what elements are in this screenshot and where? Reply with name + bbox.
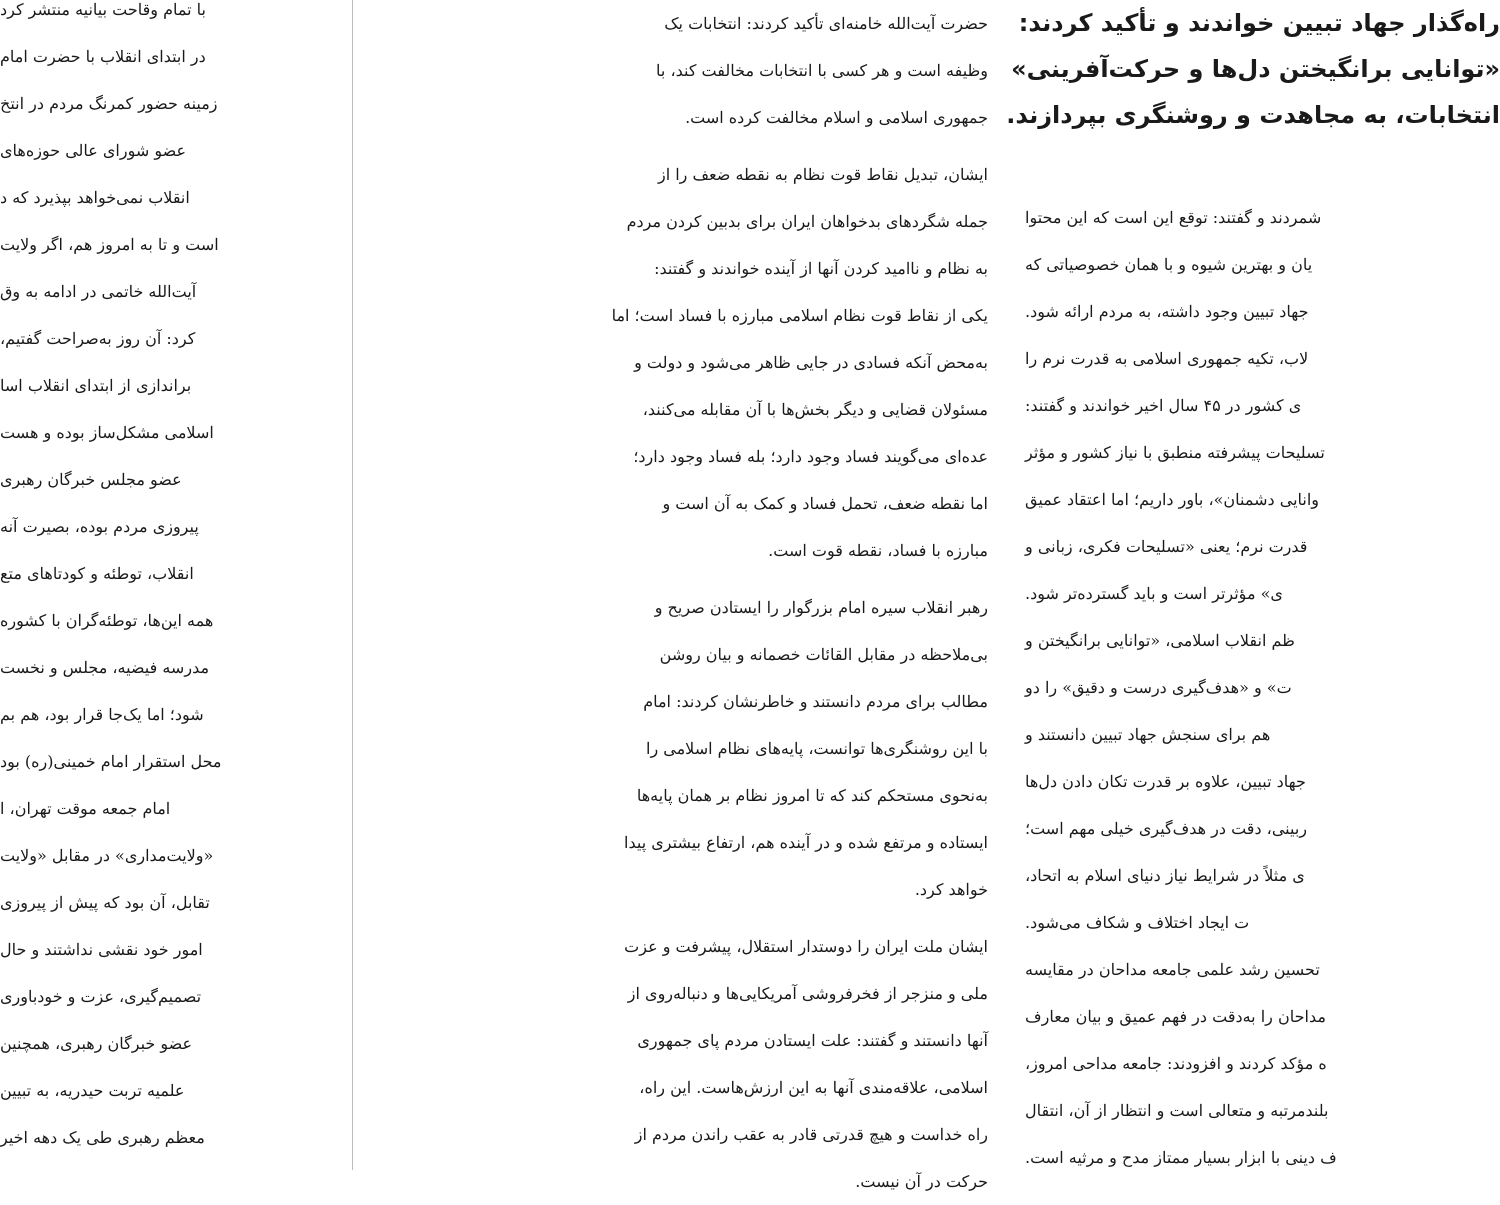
paragraph-line: ایشان، تبدیل نقاط قوت نظام به نقطه ضعف را از bbox=[657, 165, 988, 184]
left-column-line: امور خود نقشی نداشتند و حال bbox=[0, 940, 203, 959]
paragraph-line: خواهد کرد. bbox=[914, 880, 988, 899]
paragraph-line: حضرت آیت‌الله خامنه‌ای تأکید کردند: انتخابات یک bbox=[664, 14, 988, 33]
paragraph-line: حرکت در آن نیست. bbox=[855, 1172, 988, 1191]
right-column-line: ی کشور در ۴۵ سال اخیر خواندند و گفتند: bbox=[1025, 396, 1302, 415]
paragraph-line: به‌نحوی مستحکم کند که تا امروز نظام بر همان پایه‌ها bbox=[636, 786, 988, 805]
right-column-heading bbox=[1006, 0, 1500, 138]
right-column-line: هم برای سنجش جهاد تبیین دانستند و bbox=[1025, 725, 1271, 744]
right-column-line: ی» مؤثرتر است و باید گسترده‌تر شود. bbox=[1025, 584, 1283, 603]
right-column-line: یان و بهترین شیوه و با همان خصوصیاتی که bbox=[1025, 255, 1313, 274]
left-column-line: همه این‌ها، توطئه‌گران با کشوره bbox=[0, 611, 214, 630]
paragraph-line: با این روشنگری‌ها توانست، پایه‌های نظام اسلامی را bbox=[646, 739, 988, 758]
paragraph-line: آنها دانستند و گفتند: علت ایستادن مردم پای جمهوری bbox=[637, 1031, 988, 1050]
paragraph-line: ایستاده و مرتفع شده و در آینده هم، ارتفاع بیشتری پیدا bbox=[624, 833, 988, 852]
left-column-line: شود؛ اما یک‌جا قرار بود، هم بم bbox=[0, 705, 204, 724]
paragraph-line: وظیفه است و هر کسی با انتخابات مخالفت کند، با bbox=[656, 61, 988, 80]
left-column-line: تصمیم‌گیری، عزت و خودباوری bbox=[0, 987, 202, 1006]
paragraph-line: به نظام و ناامید کردن آنها از آینده خواندند و گفتند: bbox=[654, 259, 988, 278]
left-column-line: انقلاب نمی‌خواهد بپذیرد که د bbox=[0, 188, 190, 207]
paragraph-line: مسئولان قضایی و دیگر بخش‌ها با آن مقابله می‌کنند، bbox=[642, 400, 988, 419]
right-column-line: ه مؤکد کردند و افزودند: جامعه مداحی امروز، bbox=[1025, 1054, 1327, 1073]
left-column-line: عضو مجلس خبرگان رهبری bbox=[0, 470, 182, 489]
right-column-line: وانایی دشمنان»، باور داریم؛ اما اعتقاد عمیق bbox=[1025, 490, 1320, 509]
paragraph-line: بی‌ملاحظه در مقابل القائات خصمانه و بیان روشن bbox=[659, 645, 988, 664]
right-column-line: ف دینی با ابزار بسیار ممتاز مدح و مرثیه است. bbox=[1025, 1148, 1337, 1167]
left-column-line: آیت‌الله خاتمی در ادامه به وق bbox=[0, 282, 197, 301]
right-column-line: شمردند و گفتند: توقع این است که این محتوا bbox=[1025, 208, 1322, 227]
heading-line: انتخابات، به مجاهدت و روشنگری بپردازند. bbox=[1006, 101, 1500, 129]
left-column-line: براندازی از ابتدای انقلاب اسا bbox=[0, 376, 192, 395]
paragraph-line: اسلامی، علاقه‌مندی آنها به این ارزش‌هاست. این راه، bbox=[639, 1078, 988, 1097]
right-column-line: تحسین رشد علمی جامعه مداحان در مقایسه bbox=[1025, 960, 1320, 979]
middle-column-paragraph bbox=[398, 151, 988, 574]
left-column-line: «ولایت‌مداری» در مقابل «ولایت bbox=[0, 846, 214, 865]
left-column-line: تقابل، آن بود که پیش از پیروزی bbox=[0, 893, 210, 912]
paragraph-line: عده‌ای می‌گویند فساد وجود دارد؛ بله فساد وجود دارد؛ bbox=[633, 447, 988, 466]
right-column-line: مداحان را به‌دقت در فهم عمیق و بیان معارف bbox=[1025, 1007, 1326, 1026]
right-column-line: تسلیحات پیشرفته منطبق با نیاز کشور و مؤثر bbox=[1025, 443, 1325, 462]
paragraph-line: اما نقطه ضعف، تحمل فساد و کمک به آن است و bbox=[662, 494, 988, 513]
right-column-line: ت ایجاد اختلاف و شکاف می‌شود. bbox=[1025, 913, 1250, 932]
right-column-line: ت» و «هدف‌گیری درست و دقیق» را دو bbox=[1025, 678, 1292, 697]
paragraph-line: راه خداست و هیچ قدرتی قادر به عقب راندن مردم از bbox=[634, 1125, 988, 1144]
left-column-line: محل استقرار امام خمینی(ره) بود bbox=[0, 752, 222, 771]
left-column-line: اسلامی مشکل‌ساز بوده و هست bbox=[0, 423, 214, 442]
heading-line: «توانایی برانگیختن دل‌ها و حرکت‌آفرینی» bbox=[1011, 55, 1500, 83]
paragraph-line: یکی از نقاط قوت نظام اسلامی مبارزه با فساد است؛ اما bbox=[611, 306, 988, 325]
right-column-line: ربینی، دقت در هدف‌گیری خیلی مهم است؛ bbox=[1025, 819, 1307, 838]
middle-column bbox=[398, 0, 988, 1191]
left-column-line: عضو شورای عالی حوزه‌های bbox=[0, 141, 187, 160]
column-divider bbox=[352, 0, 353, 1170]
left-column-line: پیروزی مردم بوده، بصیرت آنه bbox=[0, 517, 199, 536]
left-column-line: مدرسه فیضیه، مجلس و نخست bbox=[0, 658, 210, 677]
left-column-line: امام جمعه موقت تهران، ا bbox=[0, 799, 171, 818]
right-column-line: بلندمرتبه و متعالی است و انتظار از آن، انتقال bbox=[1025, 1101, 1329, 1120]
right-column-line: ظم انقلاب اسلامی، «توانایی برانگیختن و bbox=[1025, 631, 1295, 650]
left-column-line: انقلاب، توطئه و کودتاهای متع bbox=[0, 564, 194, 583]
left-column-line: در ابتدای انقلاب با حضرت امام bbox=[0, 47, 206, 66]
left-column-line: عضو خبرگان رهبری، همچنین bbox=[0, 1034, 193, 1053]
paragraph-line: رهبر انقلاب سیره امام بزرگوار را ایستادن صریح و bbox=[654, 598, 988, 617]
left-column-line: زمینه حضور کمرنگ مردم در انتخ bbox=[0, 94, 218, 113]
heading-line: راه‌گذار جهاد تبیین خواندند و تأکید کردند: bbox=[1018, 9, 1500, 37]
right-column-line: قدرت نرم؛ یعنی «تسلیحات فکری، زبانی و bbox=[1025, 537, 1308, 556]
right-column-line: ی مثلاً در شرایط نیاز دنیای اسلام به اتحاد، bbox=[1025, 866, 1305, 885]
paragraph-line: به‌محض آنکه فسادی در جایی ظاهر می‌شود و دولت و bbox=[634, 353, 988, 372]
left-column-line: است و تا به امروز هم، اگر ولایت bbox=[0, 235, 219, 254]
right-column bbox=[1006, 0, 1500, 1170]
middle-column-paragraph bbox=[398, 0, 988, 141]
paragraph-line: مبارزه با فساد، نقطه قوت است. bbox=[768, 541, 988, 560]
left-column-line: معظم رهبری طی یک دهه اخیر bbox=[0, 1128, 205, 1147]
right-column-line: جهاد تبیین، علاوه بر قدرت تکان دادن دل‌ها bbox=[1025, 772, 1306, 791]
right-column-line: لاب، تکیه جمهوری اسلامی به قدرت نرم را bbox=[1025, 349, 1309, 368]
paragraph-line: مطالب برای مردم دانستند و خاطرنشان کردند: امام bbox=[643, 692, 988, 711]
paragraph-line: جمله شگردهای بدخواهان ایران برای بدبین کردن مردم bbox=[626, 212, 988, 231]
left-column-line: کرد: آن روز به‌صراحت گفتیم، bbox=[0, 329, 196, 348]
paragraph-line: جمهوری اسلامی و اسلام مخالفت کرده است. bbox=[685, 108, 988, 127]
paragraph-line: ملی و منزجر از فخرفروشی آمریکایی‌ها و دنباله‌روی از bbox=[627, 984, 988, 1003]
left-column bbox=[0, 0, 352, 1170]
left-column-line: با تمام وقاحت بیانیه منتشر کرد bbox=[0, 0, 207, 19]
middle-column-paragraph bbox=[398, 584, 988, 913]
right-column-line: جهاد تبیین وجود داشته، به مردم ارائه شود. bbox=[1025, 302, 1309, 321]
paragraph-line: ایشان ملت ایران را دوستدار استقلال، پیشرفت و عزت bbox=[624, 937, 988, 956]
middle-column-paragraph bbox=[398, 923, 988, 1205]
left-column-line: علمیه تربت حیدریه، به تبیین bbox=[0, 1081, 185, 1100]
